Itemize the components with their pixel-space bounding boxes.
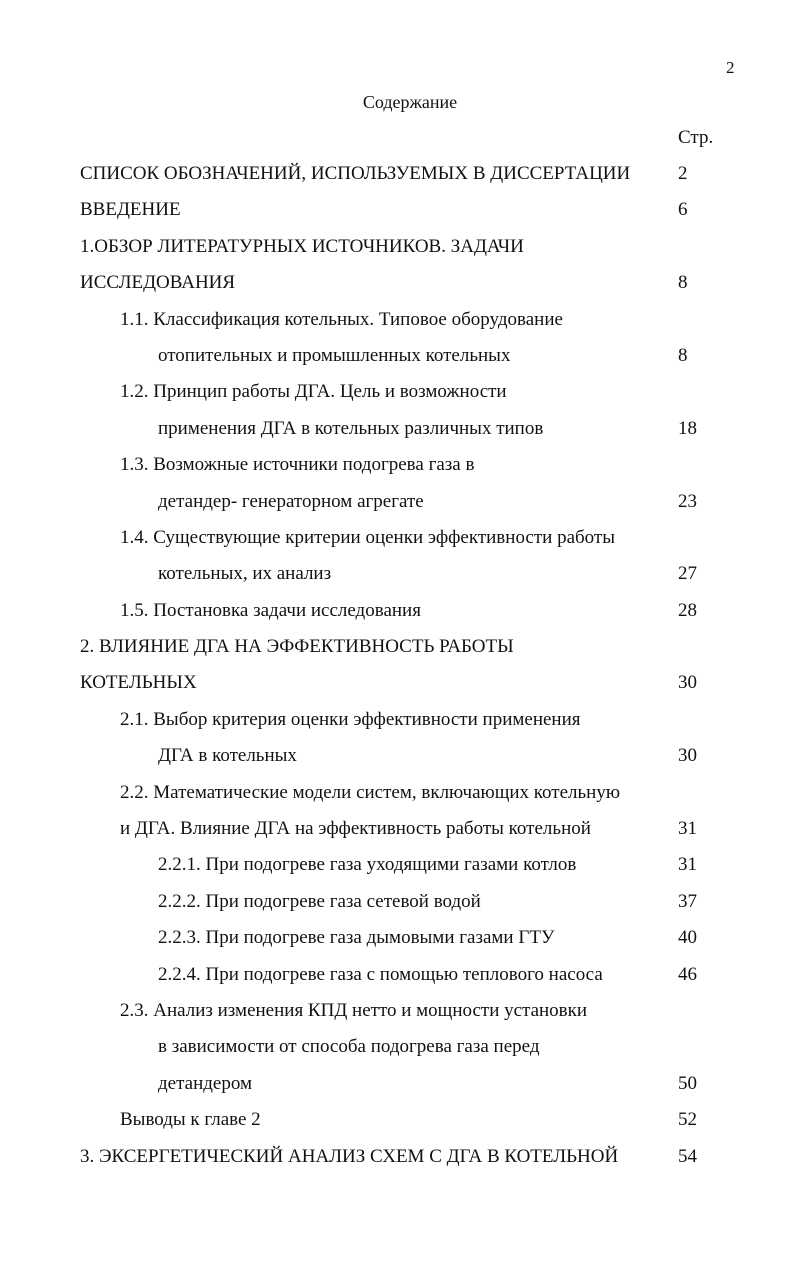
toc-entry-text: и ДГА. Влияние ДГА на эффективность работы котельной bbox=[120, 818, 591, 840]
toc-entry-text: 2.1. Выбор критерия оценки эффективности применения bbox=[120, 708, 581, 730]
toc-entry-text: 2.2. Математические модели систем, включающих котельную bbox=[120, 781, 621, 803]
toc-entry-text: КОТЕЛЬНЫХ bbox=[80, 672, 197, 694]
toc-entry-page: 31 bbox=[678, 854, 697, 876]
toc-entry-text: 2.2.3. При подогреве газа дымовыми газами ГТУ bbox=[158, 927, 555, 949]
toc-entry-page: 6 bbox=[678, 199, 688, 221]
toc-entry bbox=[80, 229, 760, 265]
toc-entry-text: 2.2.1. При подогреве газа уходящими газами котлов bbox=[158, 854, 577, 876]
toc-entry-page: 52 bbox=[678, 1109, 697, 1131]
toc-entry bbox=[80, 993, 760, 1029]
toc-entry-text: 1.3. Возможные источники подогрева газа в bbox=[120, 454, 475, 476]
toc-entry bbox=[80, 957, 760, 993]
toc-entry-text: 2.3. Анализ изменения КПД нетто и мощности установки bbox=[120, 999, 588, 1021]
toc-entry-page: 30 bbox=[678, 745, 697, 767]
toc-entry-page: 8 bbox=[678, 272, 688, 294]
toc-entry-text: ВВЕДЕНИЕ bbox=[80, 199, 181, 221]
toc-entry bbox=[80, 520, 760, 556]
toc-entry bbox=[80, 665, 760, 701]
toc-entry-page: 37 bbox=[678, 890, 697, 912]
toc-entry bbox=[80, 484, 760, 520]
toc-entry-text: ИССЛЕДОВАНИЯ bbox=[80, 272, 236, 294]
toc-entry-page: 50 bbox=[678, 1072, 697, 1094]
toc-entry-page: 18 bbox=[678, 417, 697, 439]
toc-entry bbox=[80, 775, 760, 811]
toc-entry bbox=[80, 411, 760, 447]
toc-entry bbox=[80, 738, 760, 774]
toc-entry-text: отопительных и промышленных котельных bbox=[158, 344, 511, 366]
toc-entry bbox=[80, 920, 760, 956]
toc-entry bbox=[80, 702, 760, 738]
toc-entry-page: 30 bbox=[678, 672, 697, 694]
toc-entry-text: 2. ВЛИЯНИЕ ДГА НА ЭФФЕКТИВНОСТЬ РАБОТЫ bbox=[80, 636, 514, 658]
toc-entry bbox=[80, 338, 760, 374]
toc-entry-text: 1.ОБЗОР ЛИТЕРАТУРНЫХ ИСТОЧНИКОВ. ЗАДАЧИ bbox=[80, 235, 524, 257]
toc-entry-text: применения ДГА в котельных различных типов bbox=[158, 417, 544, 439]
toc-entry bbox=[80, 1102, 760, 1138]
toc-entry bbox=[80, 593, 760, 629]
toc-entry-text: 2.2.2. При подогреве газа сетевой водой bbox=[158, 890, 481, 912]
toc-entry bbox=[80, 884, 760, 920]
toc-entry-text: 1.1. Классификация котельных. Типовое оборудование bbox=[120, 308, 563, 330]
page-title: Содержание bbox=[362, 92, 458, 112]
toc-entry-text: 1.2. Принцип работы ДГА. Цель и возможности bbox=[120, 381, 507, 403]
toc-entry-text: котельных, их анализ bbox=[158, 563, 332, 585]
toc-entry bbox=[80, 374, 760, 410]
toc-entry-text: детандер- генераторном агрегате bbox=[158, 490, 424, 512]
toc-entry bbox=[80, 1139, 760, 1175]
toc-entry-page: 54 bbox=[678, 1145, 697, 1167]
toc-entry bbox=[80, 1029, 760, 1065]
toc-entry-page: 40 bbox=[678, 927, 697, 949]
toc-entry bbox=[80, 811, 760, 847]
toc-entry bbox=[80, 156, 760, 192]
toc-entry-page: 46 bbox=[678, 963, 697, 985]
toc-entry bbox=[80, 1066, 760, 1102]
toc-entry bbox=[80, 629, 760, 665]
page-column-header: Стр. bbox=[678, 127, 714, 148]
toc-entry-page: 23 bbox=[678, 490, 697, 512]
table-of-contents bbox=[80, 156, 760, 1175]
toc-entry bbox=[80, 847, 760, 883]
toc-entry bbox=[80, 265, 760, 301]
toc-entry-text: СПИСОК ОБОЗНАЧЕНИЙ, ИСПОЛЬЗУЕМЫХ В ДИССЕРТАЦИИ bbox=[80, 163, 631, 184]
page-number: 2 bbox=[726, 58, 735, 77]
toc-entry bbox=[80, 556, 760, 592]
toc-entry-text: 1.4. Существующие критерии оценки эффективности работы bbox=[120, 526, 615, 548]
toc-entry bbox=[80, 447, 760, 483]
toc-entry-page: 31 bbox=[678, 818, 697, 840]
toc-entry-text: 1.5. Постановка задачи исследования bbox=[120, 599, 421, 621]
toc-entry-page: 27 bbox=[678, 563, 697, 585]
toc-entry-text: Выводы к главе 2 bbox=[120, 1109, 261, 1131]
toc-entry bbox=[80, 302, 760, 338]
toc-entry-page: 28 bbox=[678, 599, 697, 621]
toc-entry-text: в зависимости от способа подогрева газа перед bbox=[158, 1036, 540, 1058]
toc-entry-text: детандером bbox=[158, 1072, 252, 1094]
toc-entry-text: 2.2.4. При подогреве газа с помощью теплового насоса bbox=[158, 963, 603, 985]
toc-entry-text: ДГА в котельных bbox=[158, 745, 297, 767]
toc-entry-text: 3. ЭКСЕРГЕТИЧЕСКИЙ АНАЛИЗ СХЕМ С ДГА В КОТЕЛЬНОЙ bbox=[80, 1145, 619, 1167]
toc-entry bbox=[80, 192, 760, 228]
toc-entry-page: 8 bbox=[678, 344, 688, 366]
toc-entry-page: 2 bbox=[678, 163, 688, 184]
